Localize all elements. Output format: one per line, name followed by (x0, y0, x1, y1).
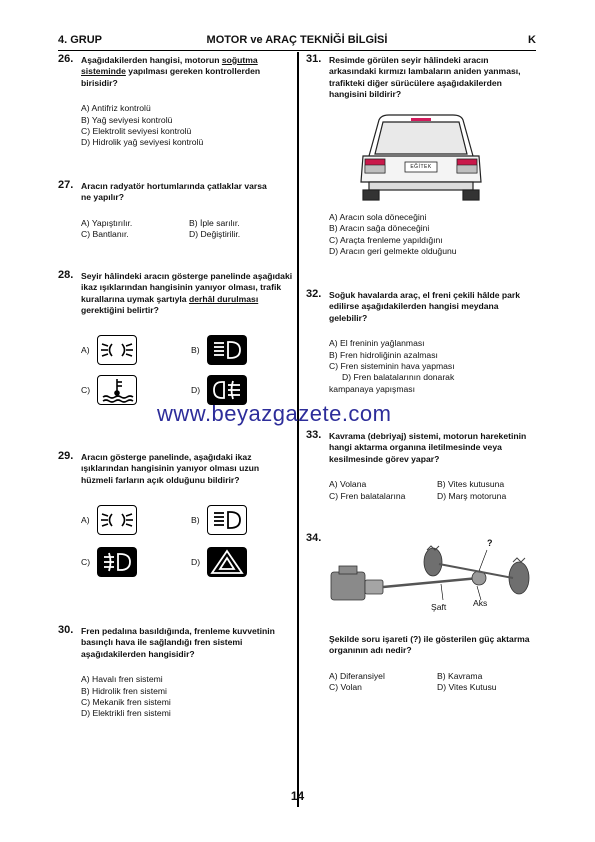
option-a[interactable]: A) Antifriz kontrolü (81, 103, 151, 114)
question-stem: Aracın gösterge panelinde, aşağıdaki ikaz ışıklarından hangisinin yanıyor olması uzun hüzmeli farların açık olduğunu bildirir? (81, 452, 260, 485)
option-b[interactable]: B) (191, 505, 247, 535)
option-c[interactable]: C) (81, 375, 137, 405)
option-b[interactable]: B) İple sarılır. (189, 217, 240, 228)
question-stem: Aracın radyatör hortumlarında çatlaklar varsa ne yapılır? (81, 181, 267, 203)
question-number: 34. (306, 532, 322, 544)
hazard-warning-icon (207, 547, 247, 577)
underlined-phrase: soğutma sisteminde (81, 55, 258, 77)
question-33 (306, 431, 538, 502)
option-b[interactable]: B) Hidrolik fren sistemi (81, 685, 167, 696)
option-d[interactable]: D) Vites Kutusu (437, 682, 497, 693)
option-b[interactable]: B) (191, 335, 247, 365)
question-number: 32. (306, 288, 322, 300)
option-a[interactable]: A) Aracın sola döneceğini (329, 212, 427, 222)
option-b[interactable]: B) Yağ seviyesi kontrolü (81, 114, 173, 125)
page-number: 14 (290, 789, 305, 803)
drivetrain-illustration (327, 536, 541, 616)
option-c[interactable]: C) Volan (329, 682, 362, 693)
header-divider (58, 50, 536, 51)
option-d[interactable]: D) Aracın geri gelmekte olduğunu (329, 246, 457, 257)
page-header (58, 34, 536, 50)
car-rear-illustration (355, 110, 487, 202)
option-d[interactable]: D) Hidrolik yağ seviyesi kontrolü (81, 137, 204, 148)
question-26 (58, 55, 293, 149)
question-27 (58, 181, 288, 241)
answer-options (329, 671, 538, 694)
question-number: 30. (58, 624, 74, 636)
answer-options (329, 212, 538, 258)
option-b[interactable]: B) Vites kutusuna (437, 479, 505, 490)
question-number: 27. (58, 179, 74, 191)
axle-label: Aks (473, 598, 488, 608)
question-32 (306, 290, 538, 395)
question-34-body (306, 634, 538, 694)
option-c[interactable]: C) Fren sisteminin hava yapması (329, 361, 455, 372)
question-stem: Aşağıdakilerden hangisi, motorun soğutma sisteminde yapılması gereken kontrollerden birisidir? (81, 55, 261, 88)
answer-options (329, 338, 538, 395)
question-31 (306, 55, 538, 101)
question-number: 29. (58, 450, 74, 462)
option-b[interactable]: B) Aracın sağa döneceğini (329, 223, 430, 234)
option-b[interactable]: B) Fren hidroliğinin azalması (329, 349, 438, 360)
option-d[interactable]: D) Fren balatalarının donarak kampanaya yapışması (329, 372, 455, 394)
front-fog-light-icon (97, 547, 137, 577)
page-title: MOTOR ve ARAÇ TEKNİĞİ BİLGİSİ (206, 34, 388, 46)
booklet-letter: K (528, 34, 536, 46)
question-31-options (306, 212, 538, 258)
question-mark-label: ? (487, 538, 493, 548)
option-c[interactable]: C) Bantlanır. (81, 229, 129, 240)
underlined-phrase: derhâl durulması (188, 293, 259, 304)
answer-options (329, 479, 538, 502)
option-c[interactable]: C) Araçta frenleme yapıldığını (329, 234, 443, 245)
answer-options (81, 218, 288, 241)
option-a[interactable]: A) Diferansiyel (329, 670, 385, 681)
question-stem: Seyir hâlindeki aracın gösterge panelinde aşağıdaki ikaz ışıklarından hangisinin yanıyor olması, trafik kurallarına uymak şartıyla derhâl durulması gerektiğini belirtir? (81, 271, 293, 316)
option-d[interactable]: D) (191, 375, 247, 405)
high-beam-icon (207, 335, 247, 365)
option-d[interactable]: D) Elektrikli fren sistemi (81, 708, 171, 719)
question-30 (58, 626, 293, 720)
question-stem: Fren pedalına basıldığında, frenleme kuvvetinin basınçlı hava ile sağlandığı fren sistemi aşağıdakilerden hangisidir? (81, 626, 275, 659)
option-c[interactable]: C) Elektrolit seviyesi kontrolü (81, 126, 192, 137)
shaft-label: Şaft (431, 602, 447, 612)
option-a[interactable]: A) Yapıştırılır. (81, 217, 133, 228)
option-c[interactable]: C) Mekanik fren sistemi (81, 697, 171, 708)
question-number: 26. (58, 53, 74, 65)
option-a[interactable]: A) Volana (329, 479, 367, 490)
side-light-icon (97, 335, 137, 365)
option-d[interactable]: D) Değiştirilir. (189, 229, 241, 240)
question-29 (58, 452, 293, 486)
group-label: 4. GRUP (58, 34, 103, 46)
question-stem: Kavrama (debriyaj) sistemi, motorun hareketinin hangi aktarma organına iletilmesinde veya kesilmesinde görev yapar? (329, 431, 527, 464)
option-c[interactable]: C) (81, 547, 137, 577)
coolant-temperature-icon (97, 375, 137, 405)
question-28 (58, 271, 293, 317)
option-d[interactable]: D) (191, 547, 247, 577)
option-b[interactable]: B) Kavrama (437, 670, 483, 681)
side-light-icon (97, 505, 137, 535)
option-a[interactable]: A) El freninin yağlanması (329, 338, 425, 349)
watermark-url: www.beyazgazete.com (157, 401, 392, 426)
question-number: 28. (58, 269, 74, 281)
question-stem: Soğuk havalarda araç, el freni çekili hâlde park edilirse aşağıdakilerden hangisi meydana gelebilir? (329, 290, 521, 323)
high-beam-icon (207, 505, 247, 535)
option-a[interactable]: A) Havalı fren sistemi (81, 674, 163, 685)
column-divider (297, 52, 299, 807)
answer-options (81, 103, 293, 149)
question-number: 33. (306, 429, 322, 441)
question-stem: Resimde görülen seyir hâlindeki aracın arkasındaki kırmızı lambaların aniden yanması, trafikteki diğer sürücülere aşağıdakilerden hangisini bildirir? (329, 55, 521, 100)
question-number: 31. (306, 53, 322, 65)
answer-options (81, 674, 293, 720)
option-d[interactable]: D) Marş motoruna (437, 490, 507, 501)
option-c[interactable]: C) Fren balatalarına (329, 490, 406, 501)
license-plate: EĞİTEK (410, 164, 432, 170)
option-a[interactable]: A) (81, 335, 137, 365)
question-stem: Şekilde soru işareti (?) ile gösterilen güç aktarma organının adı nedir? (329, 634, 530, 656)
option-a[interactable]: A) (81, 505, 137, 535)
